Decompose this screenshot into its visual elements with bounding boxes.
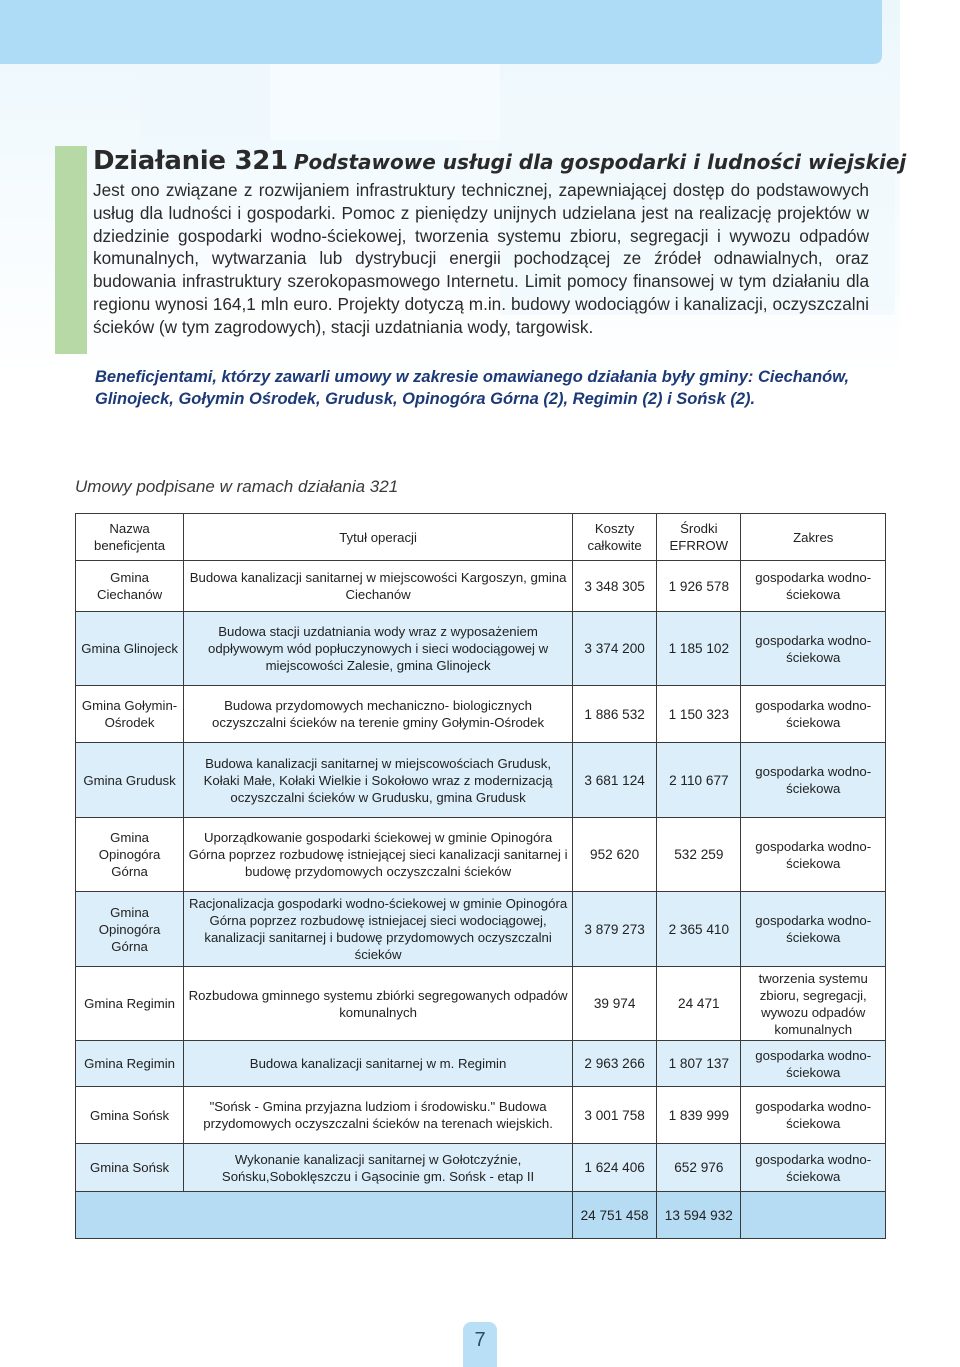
cell-scope: gospodarka wodno-ściekowa [741, 1144, 886, 1192]
header-name: Nazwa beneficjenta [76, 514, 184, 561]
table-row [76, 818, 886, 892]
totals-label-cell [76, 1192, 573, 1239]
cell-title: Budowa przydomowych mechaniczno- biologicznych oczyszczalni ścieków na terenie gminy Gołymin-Ośrodek [184, 686, 573, 743]
cell-title: Budowa kanalizacji sanitarnej w m. Regimin [184, 1041, 573, 1087]
cell-name: Gmina Ciechanów [76, 561, 184, 612]
cell-name: Gmina Glinojeck [76, 612, 184, 686]
cell-cost: 39 974 [573, 967, 657, 1041]
table-row [76, 1144, 886, 1192]
header-efrrow: Środki EFRROW [657, 514, 741, 561]
totals-empty-cell [741, 1192, 886, 1239]
cell-efrrow: 532 259 [657, 818, 741, 892]
cell-scope: gospodarka wodno-ściekowa [741, 743, 886, 818]
cell-cost: 3 681 124 [573, 743, 657, 818]
cell-name: Gmina Opinogóra Górna [76, 892, 184, 967]
cell-efrrow: 1 185 102 [657, 612, 741, 686]
table-header-row [76, 514, 886, 561]
cell-efrrow: 2 365 410 [657, 892, 741, 967]
table-row [76, 686, 886, 743]
page-number: 7 [463, 1322, 497, 1367]
cell-name: Gmina Gołymin-Ośrodek [76, 686, 184, 743]
cell-efrrow: 2 110 677 [657, 743, 741, 818]
cell-scope: gospodarka wodno-ściekowa [741, 686, 886, 743]
cell-title: Budowa kanalizacji sanitarnej w miejscowości Kargoszyn, gmina Ciechanów [184, 561, 573, 612]
table-row [76, 892, 886, 967]
cell-cost: 1 624 406 [573, 1144, 657, 1192]
header-cost: Koszty całkowite [573, 514, 657, 561]
cell-name: Gmina Regimin [76, 967, 184, 1041]
cell-scope: gospodarka wodno-ściekowa [741, 561, 886, 612]
header-scope: Zakres [741, 514, 886, 561]
heading-subtitle: Podstawowe usługi dla gospodarki i ludności wiejskiej [293, 150, 907, 174]
cell-efrrow: 1 926 578 [657, 561, 741, 612]
table-row [76, 561, 886, 612]
accent-bar [55, 146, 87, 354]
cell-title: Budowa stacji uzdatniania wody wraz z wyposażeniem odpływowym wód popłuczynowych i sieci wodociągowej w miejscowości Zalesie, gmina Glinojeck [184, 612, 573, 686]
cell-title: "Sońsk - Gmina przyjazna ludziom i środowisku." Budowa przydomowych oczyszczalni ścieków na terenach wiejskich. [184, 1087, 573, 1144]
cell-cost: 3 348 305 [573, 561, 657, 612]
cell-scope: tworzenia systemu zbioru, segregacji, wywozu odpadów komunalnych [741, 967, 886, 1041]
cell-cost: 952 620 [573, 818, 657, 892]
table-row [76, 743, 886, 818]
total-cost: 24 751 458 [573, 1192, 657, 1239]
table-row [76, 1087, 886, 1144]
cell-efrrow: 652 976 [657, 1144, 741, 1192]
cell-cost: 1 886 532 [573, 686, 657, 743]
cell-title: Budowa kanalizacji sanitarnej w miejscowościach Grudusk, Kołaki Małe, Kołaki Wielkie i Sokołowo wraz z modernizacją oczyszczalni ścieków w Grudusku, gmina Grudusk [184, 743, 573, 818]
cell-efrrow: 24 471 [657, 967, 741, 1041]
cell-scope: gospodarka wodno-ściekowa [741, 612, 886, 686]
cell-name: Gmina Regimin [76, 1041, 184, 1087]
cell-cost: 3 879 273 [573, 892, 657, 967]
cell-name: Gmina Grudusk [76, 743, 184, 818]
heading-number: Działanie 321 [93, 146, 288, 176]
cell-name: Gmina Sońsk [76, 1144, 184, 1192]
cell-scope: gospodarka wodno-ściekowa [741, 1087, 886, 1144]
section-heading [93, 146, 907, 176]
cell-name: Gmina Opinogóra Górna [76, 818, 184, 892]
cell-title: Wykonanie kanalizacji sanitarnej w Gołotczyźnie, Sońsku,Soboklęszczu i Gąsocinie gm. Sońsk - etap II [184, 1144, 573, 1192]
body-paragraph: Jest ono związane z rozwijaniem infrastruktury technicznej, zapewniającej dostęp do podstawowych usług dla ludności i gospodarki. Pomoc z pieniędzy unijnych udzielana jest na realizację projektów w dziedzinie gospodarki wodno-ściekowej, tworzenia systemu zbioru, segregacji i wywozu odpadów komunalnych, wytwarzania lub dystrybucji energii pochodzącej ze źródeł odnawialnych, oraz budowania infrastruktury szerokopasmowego Internetu. Limit pomocy finansowej w tym działaniu dla regionu wynosi 164,1 mln euro. Projekty dotyczą m.in. budowy wodociągów i kanalizacji, oczyszczalni ścieków (w tym zagrodowych), stacji uzdatniania wody, targowisk. [93, 180, 869, 337]
total-efrrow: 13 594 932 [657, 1192, 741, 1239]
cell-title: Uporządkowanie gospodarki ściekowej w gminie Opinogóra Górna poprzez rozbudowę istniejącej sieci kanalizacji sanitarnej i budowę przydomowych oczyszczalni ścieków [184, 818, 573, 892]
totals-row [76, 1192, 886, 1239]
cell-efrrow: 1 807 137 [657, 1041, 741, 1087]
header-title: Tytuł operacji [184, 514, 573, 561]
cell-title: Rozbudowa gminnego systemu zbiórki segregowanych odpadów komunalnych [184, 967, 573, 1041]
cell-scope: gospodarka wodno-ściekowa [741, 892, 886, 967]
cell-title: Racjonalizacja gospodarki wodno-ściekowej w gminie Opinogóra Górna poprzez rozbudowę istniejacej sieci wodociągowej, kanalizacji sanitarnej i budowę przydomowych oczyszczalni ścieków [184, 892, 573, 967]
beneficiaries-paragraph: Beneficjentami, którzy zawarli umowy w zakresie omawianego działania były gminy: Ciechanów, Glinojeck, Gołymin Ośrodek, Grudusk, Opinogóra Górna (2), Regimin (2) i Sońsk (2). [95, 368, 850, 408]
cell-efrrow: 1 150 323 [657, 686, 741, 743]
cell-scope: gospodarka wodno-ściekowa [741, 1041, 886, 1087]
cell-cost: 3 374 200 [573, 612, 657, 686]
grants-table [75, 513, 886, 1239]
cell-cost: 3 001 758 [573, 1087, 657, 1144]
table-caption: Umowy podpisane w ramach działania 321 [75, 477, 399, 496]
cell-cost: 2 963 266 [573, 1041, 657, 1087]
cell-efrrow: 1 839 999 [657, 1087, 741, 1144]
cell-name: Gmina Sońsk [76, 1087, 184, 1144]
table-row [76, 1041, 886, 1087]
table-row [76, 967, 886, 1041]
table-row [76, 612, 886, 686]
cell-scope: gospodarka wodno-ściekowa [741, 818, 886, 892]
